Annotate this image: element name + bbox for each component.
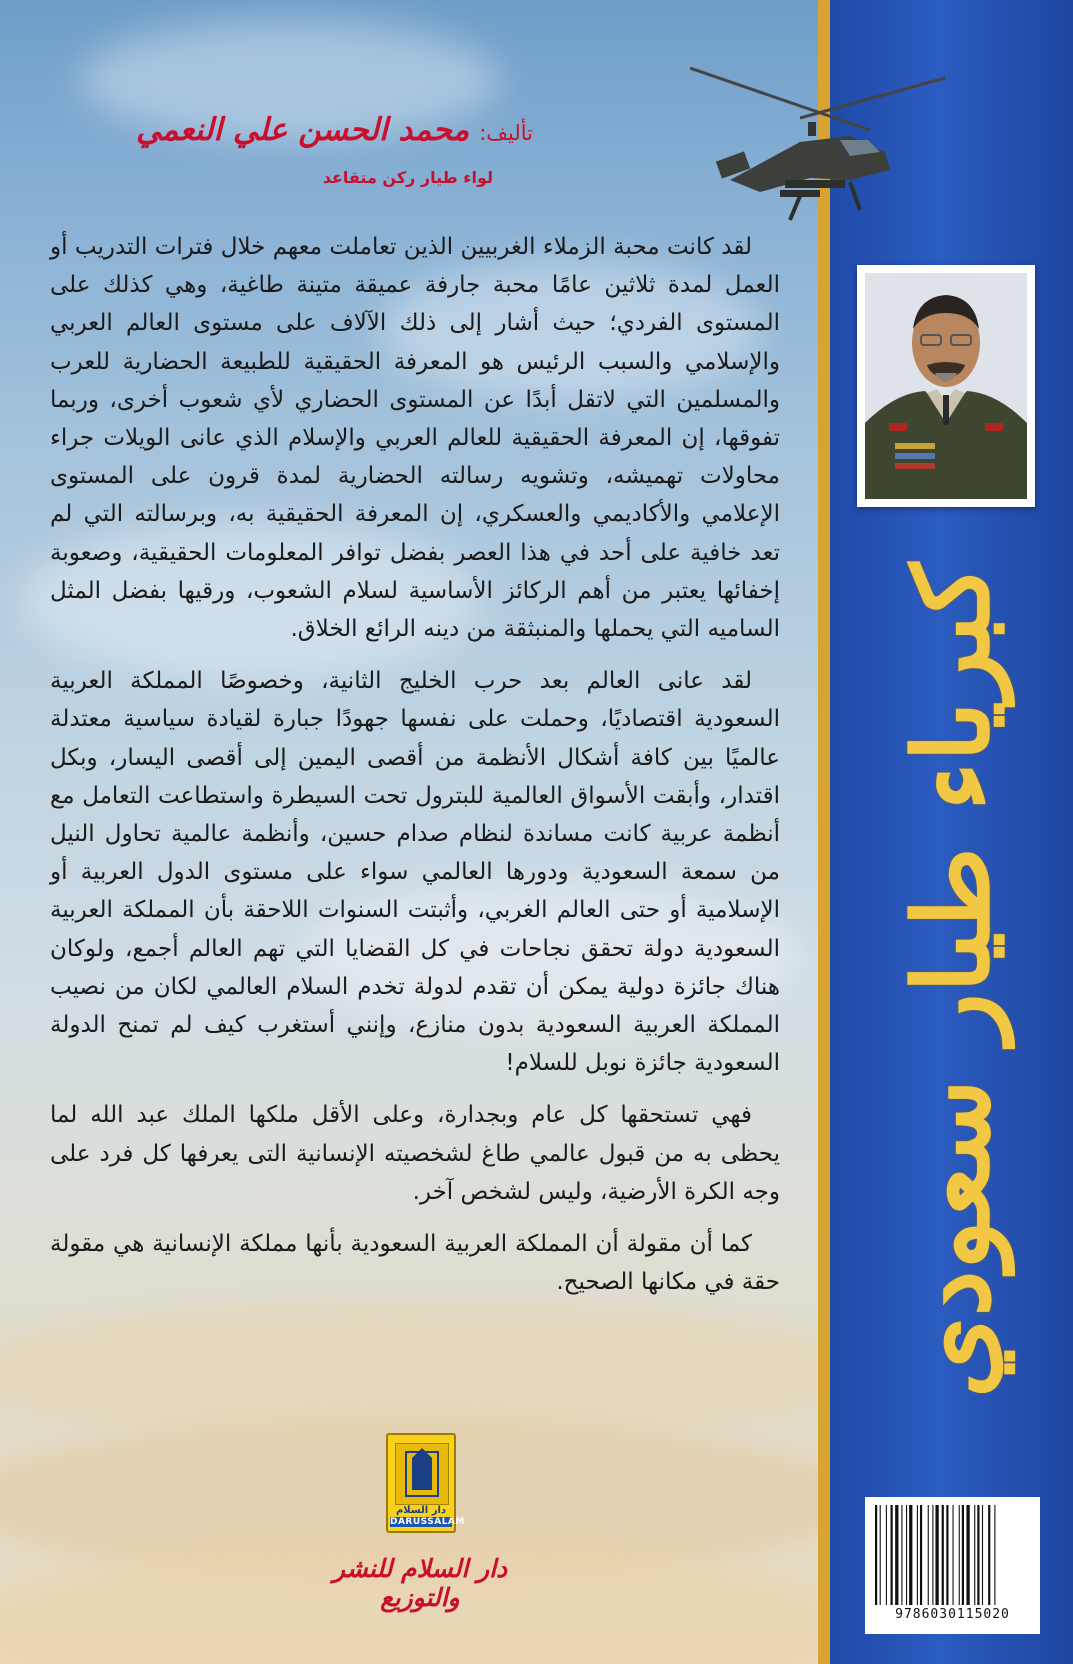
barcode-bar [959, 1505, 960, 1605]
barcode-bar [932, 1505, 933, 1605]
barcode-bar [928, 1505, 929, 1605]
paragraph: لقد عانى العالم بعد حرب الخليج الثانية، وخصوصًا المملكة العربية السعودية اقتصاديًا، وحملت على نفسها جهودًا جبارة لقيادة سياسية معتدلة عالميًا بين كافة أشكال الأنظمة من أقصى اليمين إلى أقصى اليسار، وبكل اقتدار، وأبقت الأسواق العالمية للبترول تحت السيطرة واستطاعت التعامل مع أنظمة عربية كانت مساندة لنظام صدام حسين، وأنظمة عالمية تحاول النيل من سمعة السعودية ودورها العالمي سواء على مستوى الدول العربية أو الإسلامية أو حتى العالم الغربي، وأثبتت السنوات اللاحقة بأن المملكة العربية السعودية دولة تحقق نجاحات في كل القضايا التي تهم العالم أجمع، ولوكان هناك جائزة دولية يمكن أن تقدم لدولة تخدم السلام العالمي لكان من نصيب المملكة العربية السعودية بدون منازع، وإنني أستغرب كيف لم تمنح الدولة السعودية جائزة نوبل للسلام! [50, 668, 780, 1077]
author-portrait [865, 273, 1027, 499]
helicopter-illustration [690, 60, 950, 230]
logo-emblem [395, 1443, 449, 1505]
publisher-name: دار السلام للنشر والتوزيع [332, 1554, 508, 1612]
barcode-bar [891, 1505, 893, 1605]
barcode-bar [942, 1505, 944, 1605]
barcode-bar [920, 1505, 922, 1605]
barcode-bar [982, 1505, 983, 1605]
author-rank: لواء طيار ركن متقاعد [322, 168, 493, 187]
barcode-bar [988, 1505, 990, 1605]
back-cover-text [50, 228, 780, 1315]
barcode-bar [966, 1505, 969, 1605]
barcode-bar [906, 1505, 907, 1605]
book-title: كبرياء طيار سعودي [890, 562, 1014, 1398]
author-photo [857, 265, 1035, 507]
dune [0, 1300, 818, 1440]
barcode-bar [953, 1505, 954, 1605]
barcode-bar [994, 1505, 995, 1605]
author-name: محمد الحسن علي النعمي [135, 112, 470, 148]
barcode-bar [974, 1505, 975, 1605]
spine-gold-strip [818, 0, 830, 1664]
paragraph: فهي تستحقها كل عام وبجدارة، وعلى الأقل ملكها الملك عبد الله لما يحظى به من قبول عالمي طاغ لشخصيته الإنسانية التى يعرفها كل فرد على وجه الكرة الأرضية، وليس لشخص آخر. [50, 1102, 780, 1205]
barcode-bar [962, 1505, 964, 1605]
logo-arabic-text: دار السلام [395, 1505, 447, 1516]
barcode-bar [880, 1505, 881, 1605]
barcode-bar [886, 1505, 887, 1605]
barcode-bar [895, 1505, 898, 1605]
author-line [136, 112, 533, 148]
paragraph: كما أن مقولة أن المملكة العربية السعودية بأنها مملكة الإنسانية هي مقولة حقة في مكانها الصحيح. [50, 1231, 780, 1296]
barcode-bar [909, 1505, 912, 1605]
barcode-bar [977, 1505, 979, 1605]
logo-english-text: DARUSSALAM [390, 1517, 465, 1527]
isbn-number: 9786030115020 [895, 1607, 1010, 1622]
publisher-logo [386, 1433, 465, 1533]
barcode-bar [917, 1505, 918, 1605]
author-prefix: تأليف: [479, 121, 533, 145]
spine-title [834, 540, 1069, 1420]
barcode-bar [901, 1505, 902, 1605]
barcode-bar [875, 1505, 877, 1605]
barcode-bar [946, 1505, 948, 1605]
paragraph: لقد كانت محبة الزملاء الغربيين الذين تعاملت معهم خلال فترات التدريب أو العمل لمدة ثلاثين عامًا محبة جارفة عميقة متينة طاغية، وهي كذلك على المستوى الفردي؛ حيث أشار إلى ذلك الآلاف على مستوى العالم العربي والإسلامي والسبب الرئيس هو المعرفة الحقيقية للطبيعة الحضارية للعرب والمسلمين التي لاتقل أبدًا عن المستوى الحضاري لأي شعوب أخرى، وربما تفوقها، إن المعرفة الحقيقية للعالم العربي والإسلام الذي عانى الويلات جراء محاولات تهميشه، وتشويه رسالته الحضارية لمدة قرون على المستوى الإعلامي والأكاديمي والعسكري، إن المعرفة الحقيقية به، وبرسالته التي لم تعد خافية على أحد في هذا العصر بفضل توافر المعلومات الحقيقية، وصعوبة إخفائها يعتبر من أهم الركائز الأساسية لسلام الشعوب، ورقيها بفضل المثل الساميه التي يحملها والمنبثقة من دينه الرائع الخلاق. [50, 234, 780, 643]
barcode-bar [935, 1505, 938, 1605]
barcode [865, 1497, 1040, 1634]
barcode-bars [875, 1505, 1030, 1605]
